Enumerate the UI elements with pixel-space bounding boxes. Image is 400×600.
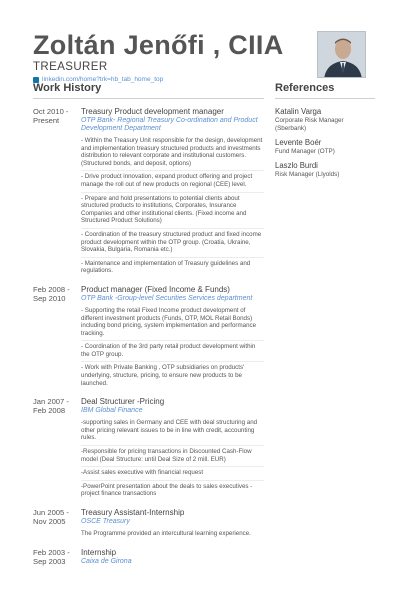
job-date-line: Jun 2005 -: [33, 508, 69, 517]
job-role: Deal Structurer -Pricing: [81, 397, 165, 407]
reference-role: Risk Manager (Llyolds): [275, 171, 340, 178]
job-bullet: - Maintenance and implementation of Treasury guidelines and regulations.: [81, 259, 251, 275]
job-organization[interactable]: Caixa de Girona: [81, 557, 132, 565]
reference-item: [275, 138, 375, 156]
job-entry: [33, 508, 264, 541]
linkedin-url[interactable]: linkedin.com/home?trk=hb_tab_home_top: [42, 76, 164, 83]
job-body: [81, 107, 264, 278]
job-entry: [33, 285, 264, 390]
job-bullet: -Responsible for pricing transactions in Discounted Cash-Flow model (Deal Structure: until Deal Size of 2 mill. EUR): [81, 446, 264, 467]
job-organization[interactable]: OSCE Treasury: [81, 518, 130, 525]
person-icon: [318, 32, 366, 78]
candidate-name: Zoltán Jenőfi , CIIA: [33, 30, 284, 60]
job-body: [81, 285, 264, 390]
job-role: Treasury Assistant-Internship: [81, 508, 185, 517]
work-history-section: [33, 82, 264, 575]
job-dates: [33, 397, 81, 501]
work-history-heading: Work History: [33, 82, 264, 99]
reference-item: [275, 161, 375, 179]
job-date-line: Nov 2005: [33, 517, 66, 526]
job-entry: [33, 397, 264, 501]
reference-name: Levente Boér: [275, 138, 322, 147]
reference-name: Katalin Varga: [275, 107, 322, 116]
references-section: [275, 82, 375, 184]
job-date-line: Sep 2003: [33, 556, 66, 566]
candidate-title: TREASURER: [33, 61, 108, 73]
resume-header: [33, 30, 313, 83]
job-date-line: Feb 2003 -: [33, 547, 70, 557]
job-bullet: - Supporting the retail Fixed Income product development of different investment products (Funds, OTP, MOL Retail Bonds) including bond pricing, system implementation and performance tracking.: [81, 305, 264, 341]
job-role: Product manager (Fixed Income & Funds): [81, 284, 230, 294]
job-organization[interactable]: IBM Global Finance: [81, 407, 143, 415]
reference-name: Laszlo Burdi: [275, 161, 318, 170]
job-dates: [33, 285, 81, 390]
job-dates: [33, 107, 81, 278]
job-date-line: Feb 2008 -: [33, 284, 70, 294]
job-bullet: -supporting sales in Germany and CEE with deal structuring and other pricing relevant issues to be in line with credit, accounting rules.: [81, 417, 264, 446]
reference-role: Fund Manager (OTP): [275, 148, 335, 155]
references-heading: References: [275, 82, 375, 99]
job-organization[interactable]: OTP Bank- Regional Treasury Co-ordination and Product Development Department: [81, 117, 258, 132]
job-bullet: - Work with Private Banking , OTP subsidiaries on products' underlying, structure, pricing, to ensure new products to be launched.: [81, 364, 245, 387]
profile-photo: [317, 31, 366, 78]
job-entry: [33, 107, 264, 278]
job-role: Internship: [81, 547, 117, 557]
job-date-line: Present: [33, 116, 60, 125]
job-bullet: - Prepare and hold presentations to potential clients about structured products to institutions, Corporates, Insurance Companies and other institutional clients. (Fixed income and Structured Product Solutions): [81, 193, 264, 229]
job-date-line: Jan 2007 -: [33, 397, 69, 407]
job-organization[interactable]: OTP Bank -Group-level Securities Services department: [81, 294, 253, 302]
job-bullet: - Coordination of the 3rd party retail product development within the OTP group.: [81, 341, 264, 362]
job-bullet: - Coordination of the treasury structured product and fixed income product development within the OTP group. (Croatia, Ukraine, Slovakia, Bulgaria, Romania etc.): [81, 229, 264, 258]
job-bullet: -PowerPoint presentation about the deals to sales executives -project finance transactions: [81, 482, 253, 498]
job-role: Treasury Product development manager: [81, 107, 224, 116]
job-list: [33, 107, 264, 568]
job-date-line: Sep 2010: [33, 293, 66, 303]
job-date-line: Feb 2008: [33, 406, 66, 416]
job-bullet: The Programme provided an intercultural learning experience.: [81, 530, 251, 537]
job-entry: [33, 548, 264, 568]
reference-role: Corporate Risk Manager (Sberbank): [275, 117, 344, 132]
reference-list: [275, 107, 375, 179]
job-bullet: - Within the Treasury Unit responsible for the design, development and implementation treasury structured products and investments distribution to relevant corporate and institutional customers.(Structured bonds, and deposit, options): [81, 135, 264, 171]
job-bullet: - Drive product innovation, expand product offering and project manage the roll out of new products on regional (CEE) level.: [81, 171, 264, 192]
job-body: [81, 397, 264, 501]
job-date-line: Oct 2010 -: [33, 107, 69, 116]
job-dates: [33, 508, 81, 541]
job-body: [81, 548, 264, 568]
job-bullet: -Assist sales executive with financial request: [81, 467, 264, 481]
job-dates: [33, 548, 81, 568]
reference-item: [275, 107, 375, 133]
job-body: [81, 508, 264, 541]
